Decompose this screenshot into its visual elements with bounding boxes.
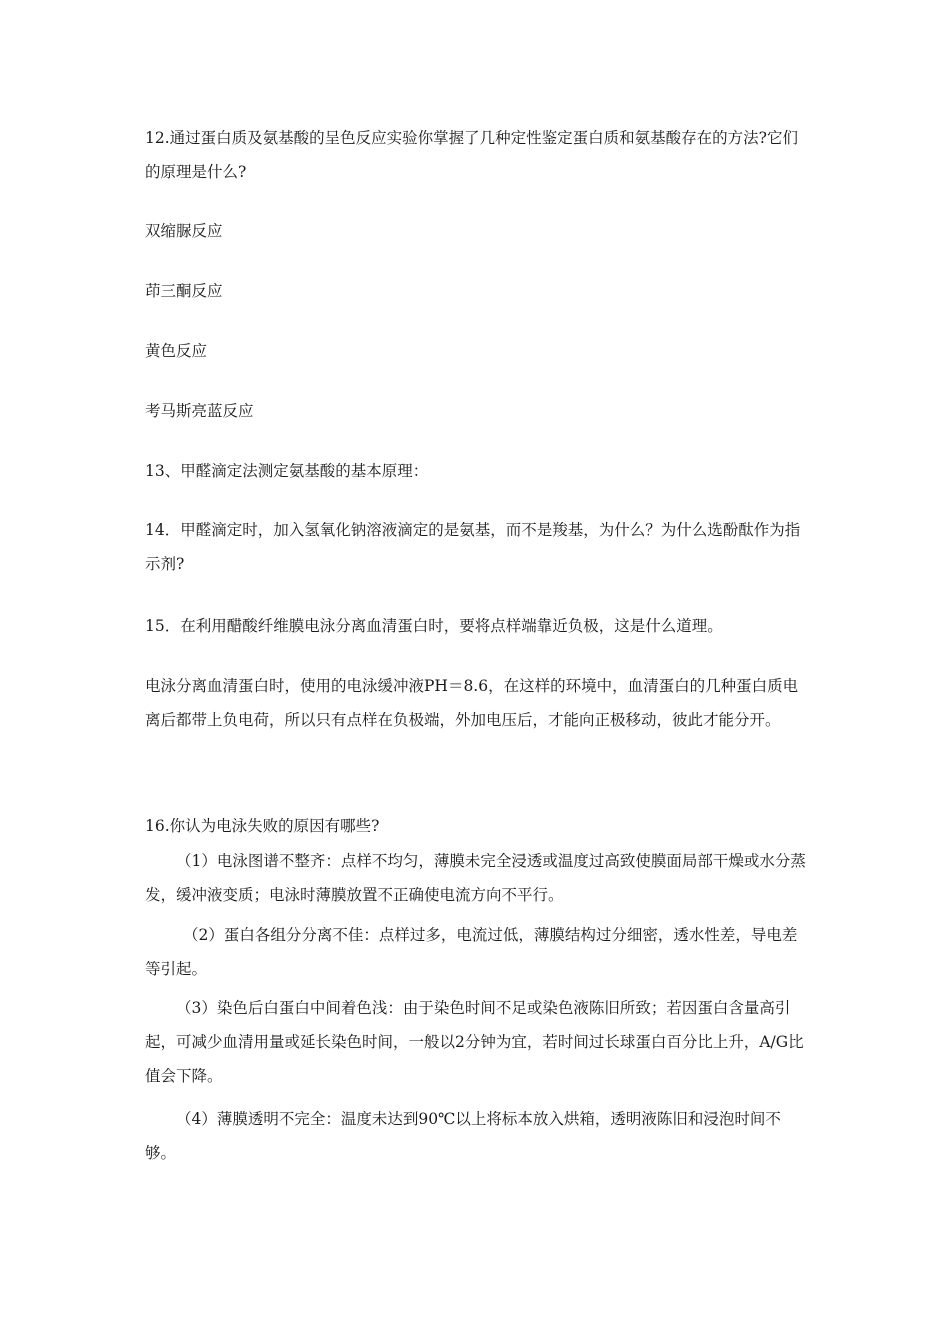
question-12: 12.通过蛋白质及氨基酸的呈色反应实验你掌握了几种定性鉴定蛋白质和氨基酸存在的方法?它们的原理是什么?	[145, 129, 798, 181]
question-13: 13、甲醛滴定法测定氨基酸的基本原理：	[145, 462, 429, 480]
question-16: 16.你认为电泳失败的原因有哪些?	[145, 817, 380, 835]
q12-item-coomassie: 考马斯亮蓝反应	[145, 402, 254, 420]
answer-16-item-2: （2）蛋白各组分分离不佳：点样过多，电流过低，薄膜结构过分细密，透水性差，导电差等引起。	[145, 926, 798, 978]
answer-15: 电泳分离血清蛋白时，使用的电泳缓冲液PH＝8.6，在这样的环境中，血清蛋白的几种蛋白质电离后都带上负电荷，所以只有点样在负极端，外加电压后，才能向正极移动，彼此才能分开。	[145, 677, 799, 729]
question-15: 15．在利用醋酸纤维膜电泳分离血清蛋白时，要将点样端靠近负极，这是什么道理。	[145, 617, 723, 635]
answer-16-item-1: （1）电泳图谱不整齐：点样不均匀，薄膜未完全浸透或温度过高致使膜面局部干燥或水分蒸发，缓冲液变质；电泳时薄膜放置不正确使电流方向不平行。	[145, 852, 806, 904]
q12-item-ninhydrin: 茚三酮反应	[145, 282, 223, 300]
answer-16-item-4: （4）薄膜透明不完全：温度未达到90℃以上将标本放入烘箱，透明液陈旧和浸泡时间不够。	[145, 1110, 781, 1162]
question-14: 14．甲醛滴定时，加入氢氧化钠溶液滴定的是氨基，而不是羧基，为什么？为什么选酚酞作为指示剂?	[145, 521, 801, 573]
answer-16-item-3: （3）染色后白蛋白中间着色浅：由于染色时间不足或染色液陈旧所致；若因蛋白含量高引起，可减少血清用量或延长染色时间，一般以2分钟为宜，若时间过长球蛋白百分比上升，A/G比值会下降。	[145, 999, 804, 1085]
q12-item-xanthoproteic: 黄色反应	[145, 342, 208, 360]
q12-item-biuret: 双缩脲反应	[145, 222, 223, 240]
